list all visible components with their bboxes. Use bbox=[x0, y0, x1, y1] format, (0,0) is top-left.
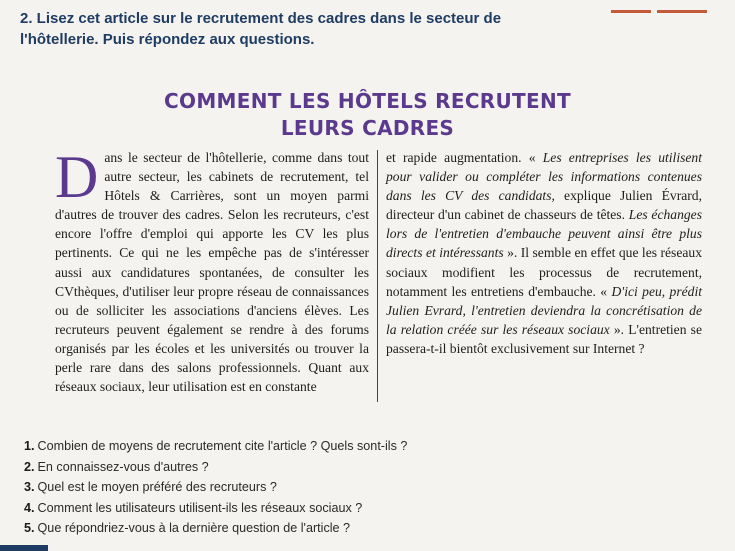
article-title-line-2: LEURS CADRES bbox=[280, 116, 455, 140]
question-text: Combien de moyens de recrutement cite l'article ? Quels sont-ils ? bbox=[37, 439, 408, 453]
article-title bbox=[0, 88, 735, 142]
question-item bbox=[24, 477, 724, 498]
right-text-2: explique Julien Évrard, directeur d'un cabinet de chasseurs de têtes. bbox=[386, 188, 702, 223]
article-title-line-1: COMMENT LES HÔTELS RECRUTENT bbox=[164, 89, 571, 113]
article-left-column bbox=[55, 144, 369, 396]
right-quote-2: Les échanges lors de l'entretien d'embauche peuvent ainsi être plus directs et intéressants bbox=[386, 207, 702, 261]
question-text: Quel est le moyen préféré des recruteurs ? bbox=[37, 480, 277, 495]
right-text-4: ». L'entretien se passera-t-il bientôt exclusivement sur Internet ? bbox=[386, 321, 702, 356]
right-quote-1: Les entreprises les utilisent pour valider ou compléter les informations contenues dans les CV des candidats, bbox=[386, 150, 702, 204]
page-corner-tab bbox=[0, 545, 48, 551]
right-text-3: ». Il semble en effet que les réseaux sociaux modifient les processus de recrutement, notamment les entretiens d'embauche. « bbox=[386, 245, 702, 299]
drop-cap: D bbox=[55, 144, 99, 210]
left-column-text: ans le secteur de l'hôtellerie, comme dans tout autre secteur, les cabinets de recrutement, tel Hôtels & Carrières, sont un moyen parmi d'autres de trouver des cadres. Selon les recruteurs, c'est encore l'offre d'emploi qui apporte les CV les plus pertinents. Ce qui ne les empêche pas de s'intéresser aussi aux candidatures spontanées, de consulter les CVthèques, d'utiliser leur propre réseau de connaissances ou de solliciter les associations d'anciens élèves. Les recruteurs peuvent également se rendre à des forums organisés par les écoles et les universités ou trouver la perle rare dans des salons professionnels. Quant aux réseaux sociaux, leur utilisation est en constante bbox=[55, 150, 369, 395]
right-quote-3: D'ici peu, prédit Julien Evrard, l'entretien deviendra la concrétisation de la relation créée sur les réseaux sociaux bbox=[386, 283, 703, 337]
article-right-column bbox=[386, 148, 702, 358]
question-item bbox=[24, 518, 724, 539]
top-decoration bbox=[605, 0, 715, 5]
question-number: 1. bbox=[24, 439, 35, 453]
question-number: 5. bbox=[24, 521, 35, 536]
question-text: Que répondriez-vous à la dernière question de l'article ? bbox=[37, 521, 351, 536]
right-text-1: et rapide augmentation. « bbox=[386, 150, 543, 165]
question-text: En connaissez-vous d'autres ? bbox=[37, 459, 209, 474]
exercise-instruction: 2. Lisez cet article sur le recrutement des cadres dans le secteur de l'hôtellerie. Puis répondez aux questions. bbox=[20, 10, 502, 48]
question-number: 3. bbox=[24, 480, 35, 495]
question-item bbox=[24, 436, 724, 457]
question-item bbox=[24, 498, 724, 519]
question-text: Comment les utilisateurs utilisent-ils les réseaux sociaux ? bbox=[37, 500, 363, 515]
question-number: 2. bbox=[24, 459, 35, 474]
question-item bbox=[24, 457, 724, 478]
question-number: 4. bbox=[24, 500, 35, 515]
column-divider bbox=[377, 150, 378, 402]
question-list bbox=[24, 436, 724, 539]
